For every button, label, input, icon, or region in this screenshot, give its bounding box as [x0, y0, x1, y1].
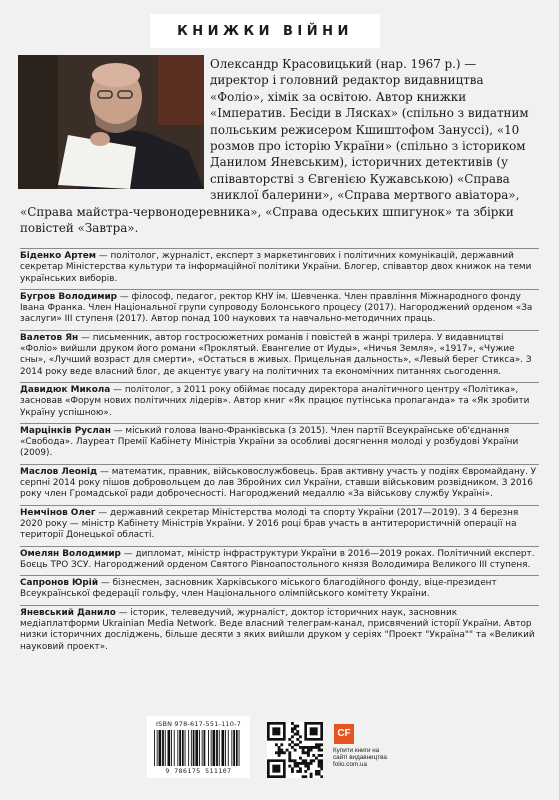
qr-code-icon: [267, 722, 323, 778]
publisher-logo: [334, 724, 354, 744]
barcode-icon: [152, 730, 245, 766]
contributor-description: — письменник, автор гостросюжетних романів і повістей в жанрі трилера. У видавництві «Фоліо» вийшли друком його романи «Проклятый. Евангелие от Иуды», «Ничья Земля», «1917», «Чужие сны», «Лучший возраст для смерти», «Остаться в живых. Прицельная дальность», «Левый берег Стикса». З 2014 року веде власний блог, де акцентує увагу на політичних та економічних питаннях сьогодення.: [20, 332, 532, 377]
contributor-entry: [20, 423, 539, 464]
contributor-name: Марцінків Руслан: [20, 425, 111, 436]
series-title: КНИЖКИ ВІЙНИ: [150, 14, 380, 48]
buy-online-text: Купити книги на сайті видавництва folio.com.ua: [333, 747, 387, 769]
contributor-name: Омелян Володимир: [20, 548, 121, 559]
author-bio: [20, 56, 538, 236]
contributor-name: Маслов Леонід: [20, 466, 98, 477]
contributor-name: Яневський Данило: [20, 607, 116, 618]
contributor-name: Сапронов Юрій: [20, 578, 99, 589]
contributor-description: — політолог, з 2011 року обіймає посаду директора аналітичного центру «Політика», засновав «Форум нових політичних лідерів». Автор книг «Як працює путінська пропаганда» та «Як зробити Україну успішною».: [20, 384, 530, 418]
isbn-block: [147, 716, 250, 778]
contributor-name: Біденко Артем: [20, 251, 96, 261]
contributor-entry: [20, 330, 539, 382]
contributor-description: — державний секретар Міністерства молоді та спорту України (2017—2019). З 4 березня 2020 року — міністр Кабінету Міністрів України. У 2016 році брав участь в антитерористичній операції на території Донецької області.: [20, 507, 519, 541]
contributor-entry: [20, 464, 539, 505]
qr-code[interactable]: [267, 722, 323, 778]
contributor-entry: [20, 382, 539, 423]
isbn-digits: 9 786175 511107: [165, 767, 232, 775]
contributor-description: — бізнесмен, засновник Харківського міського благодійного фонду, віце-президент Всеукраїнської федерації гольфу, член Національного олімпійського комітету України.: [20, 578, 497, 600]
contributor-entry: [20, 505, 539, 546]
contributor-description: — філософ, педагог, ректор КНУ ім. Шевченка. Член правління Міжнародного фонду Івана Франка. Член Національної групи супроводу Болонського процесу (2017). Нагороджений орденом «За заслуги» III ступеня (2017). Автор понад 100 наукових та навчально-методичних праць.: [20, 291, 533, 325]
contributor-entry: [20, 248, 539, 289]
contributor-entry: [20, 605, 539, 657]
contributor-description: — дипломат, міністр інфраструктури України в 2016—2019 роках. Політичний експерт. Боєць ТРО ЗСУ. Нагороджений орденом Святого Рівноапостольного князя Володимира Великого III ступеня.: [20, 548, 535, 570]
contributor-entry: [20, 546, 539, 576]
contributor-description: — історик, телеведучий, журналіст, доктор історичних наук, засновник медіаплатформи Ukrainian Media Network. Веде власний телеграм-канал, присвячений історії України. Автор низки історичних досліджень, більше десяти з яких вийшли друком у серіях "Проект "Україна"" та «Великий науковий проект».: [20, 607, 535, 652]
contributor-name: Валетов Ян: [20, 332, 79, 343]
contributor-entry: [20, 289, 539, 330]
author-bio-text: Олександр Красовицький (нар. 1967 р.) — директор і головний редактор видавництва «Фоліо», хімік за освітою. Автор книжки «Імператив. Бесіди в Лясках» (спільно з видатним польським режисером Кшиштофом Занусcі), «10 розмов про історію України» (спільно з істориком Данилом Яневським), історичних детективів (у співавторстві з Євгенією Кужавською) «Справа зниклої балерини», «Справа мертвого авіатора», «Справа майстра-червонодеревника», «Справа одеських шпигунок» та збірки повістей «Завтра».: [20, 57, 529, 236]
contributor-entry: [20, 575, 539, 605]
contributors-list: [20, 248, 539, 657]
isbn-number: ISBN 978-617-551-110-7: [156, 720, 241, 728]
contributor-description: — математик, правник, військовослужбовець. Брав активну участь у подіях Євромайдану. У серпні 2014 року пішов добровольцем до лав Збройних сил України, ставши військовим розвідником. З 2016 року член Громадської ради доброчесності. Нагороджений медаллю «За військову службу Україні».: [20, 466, 537, 500]
contributor-name: Немчінов Олег: [20, 507, 96, 518]
contributor-name: Бугров Володимир: [20, 291, 118, 302]
contributor-description: — міський голова Івано-Франківська (з 2015). Член партії Всеукраїнське об'єднання «Свобода». Лауреат Премії Кабінету Міністрів України за особливі досягнення молоді у розбудові України (2009).: [20, 425, 519, 459]
contributor-description: — політолог, журналіст, експерт з маркетингових і політичних комунікацій, державний секретар Міністерства культури та інформаційної політики України. Блогер, співавтор двох книжок на теми українських виборів.: [20, 251, 532, 284]
contributor-name: Давидюк Микола: [20, 384, 111, 395]
folio-logo-icon: CF: [337, 728, 351, 739]
